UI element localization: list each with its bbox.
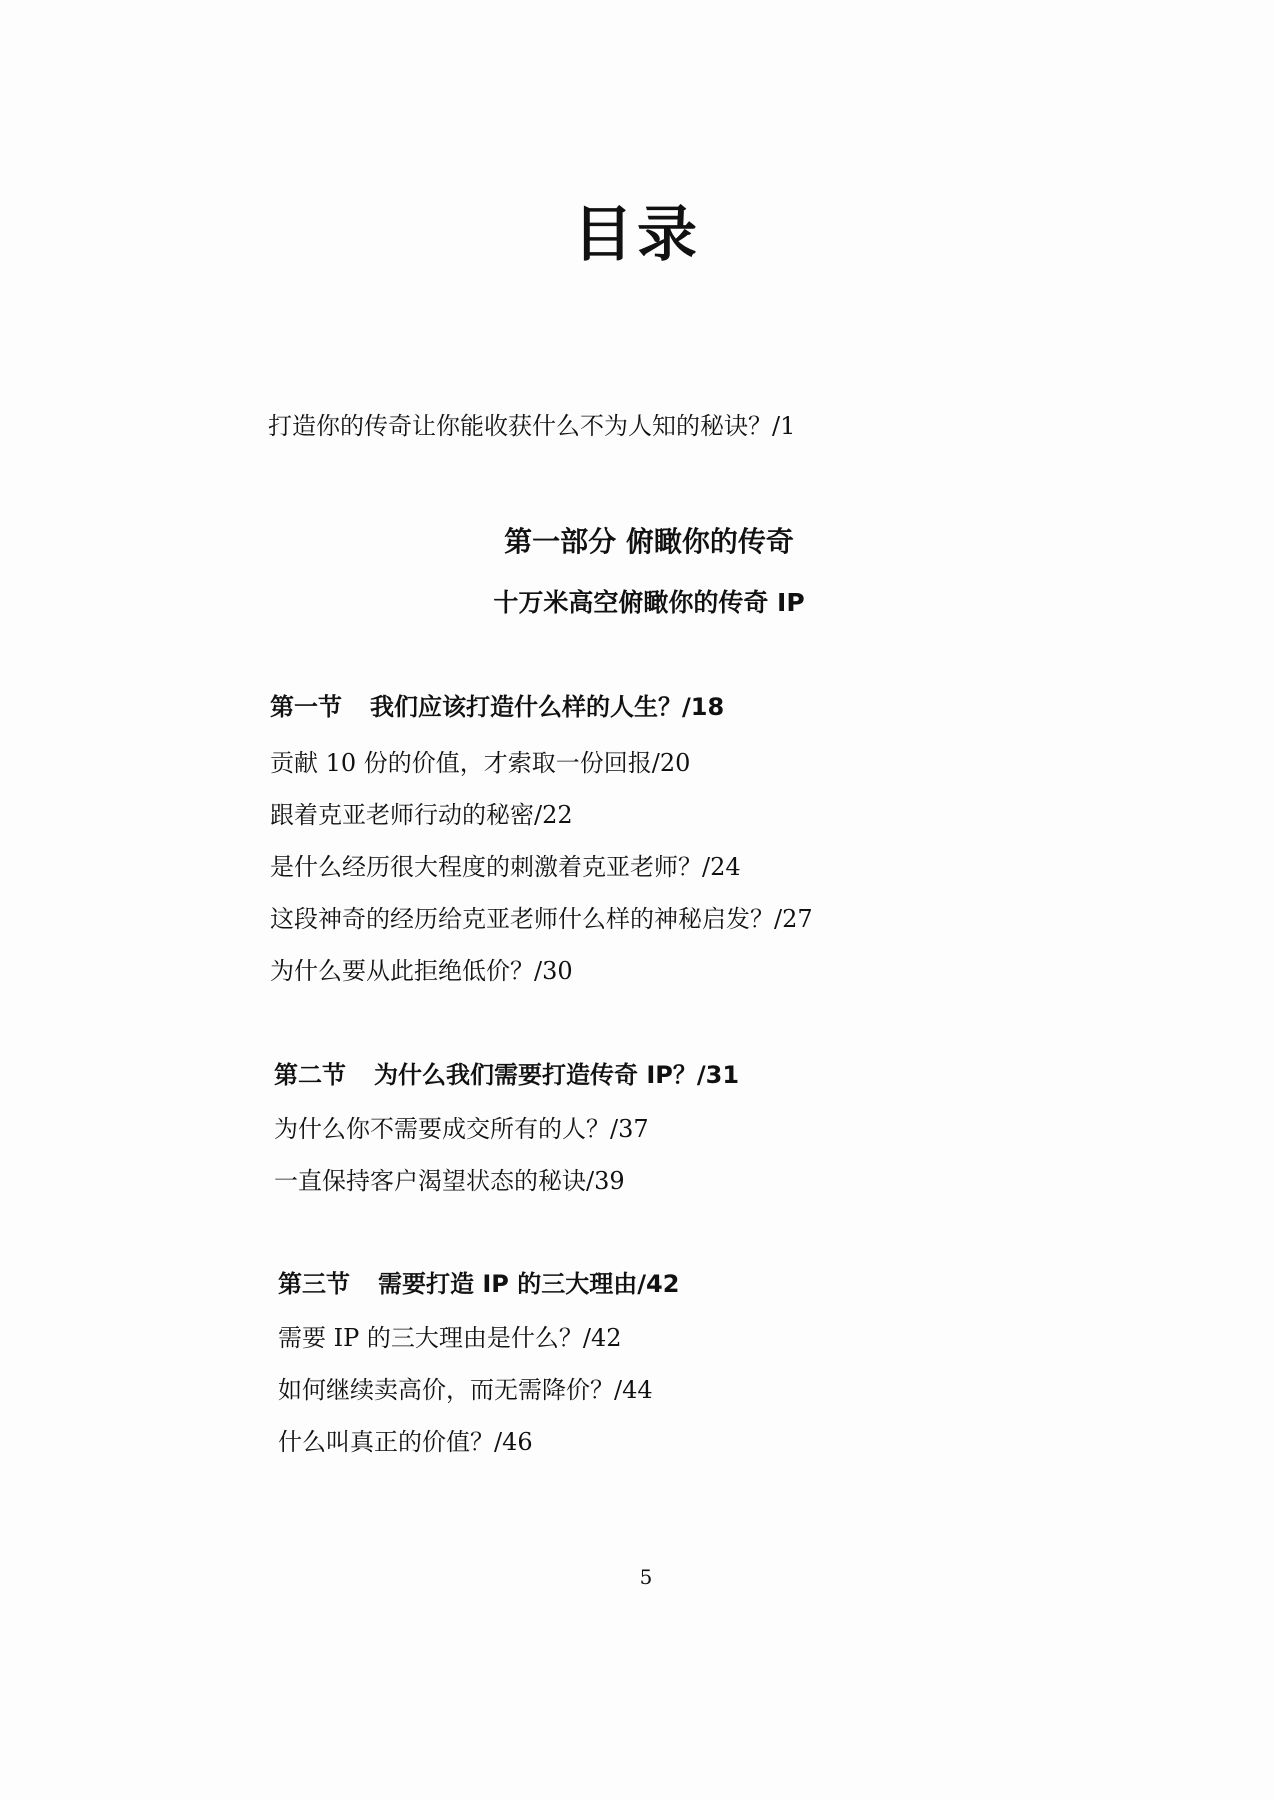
toc-entry: 是什么经历很大程度的刺激着克亚老师？/24 xyxy=(270,853,741,881)
section-number: 第一节 xyxy=(270,693,342,721)
section-title: 需要打造 IP 的三大理由/42 xyxy=(378,1270,680,1298)
toc-entry: 这段神奇的经历给克亚老师什么样的神秘启发？/27 xyxy=(270,905,813,933)
section-title: 为什么我们需要打造传奇 IP？/31 xyxy=(374,1061,740,1089)
toc-entry: 跟着克亚老师行动的秘密/22 xyxy=(270,801,573,829)
section-heading-3 xyxy=(278,1272,679,1296)
section-number: 第三节 xyxy=(278,1270,350,1298)
section-number: 第二节 xyxy=(274,1061,346,1089)
toc-entry: 需要 IP 的三大理由是什么？/42 xyxy=(278,1324,622,1352)
section-heading-2 xyxy=(274,1063,739,1087)
toc-entry: 一直保持客户渴望状态的秘诀/39 xyxy=(274,1167,625,1195)
toc-intro-entry: 打造你的传奇让你能收获什么不为人知的秘诀？/1 xyxy=(268,412,796,440)
section-title: 我们应该打造什么样的人生？/18 xyxy=(370,693,725,721)
toc-entry: 什么叫真正的价值？/46 xyxy=(278,1428,533,1456)
part-subheading: 十万米高空俯瞰你的传奇 IP xyxy=(493,588,805,617)
page-title: 目录 xyxy=(573,200,701,270)
page-number: 5 xyxy=(639,1565,653,1589)
section-heading-1 xyxy=(270,695,724,719)
toc-entry: 如何继续卖高价，而无需降价？/44 xyxy=(278,1376,653,1404)
part-heading: 第一部分 俯瞰你的传奇 xyxy=(504,525,794,558)
toc-entry: 为什么要从此拒绝低价？/30 xyxy=(270,957,573,985)
toc-entry: 贡献 10 份的价值，才索取一份回报/20 xyxy=(270,749,691,777)
toc-entry: 为什么你不需要成交所有的人？/37 xyxy=(274,1115,649,1143)
